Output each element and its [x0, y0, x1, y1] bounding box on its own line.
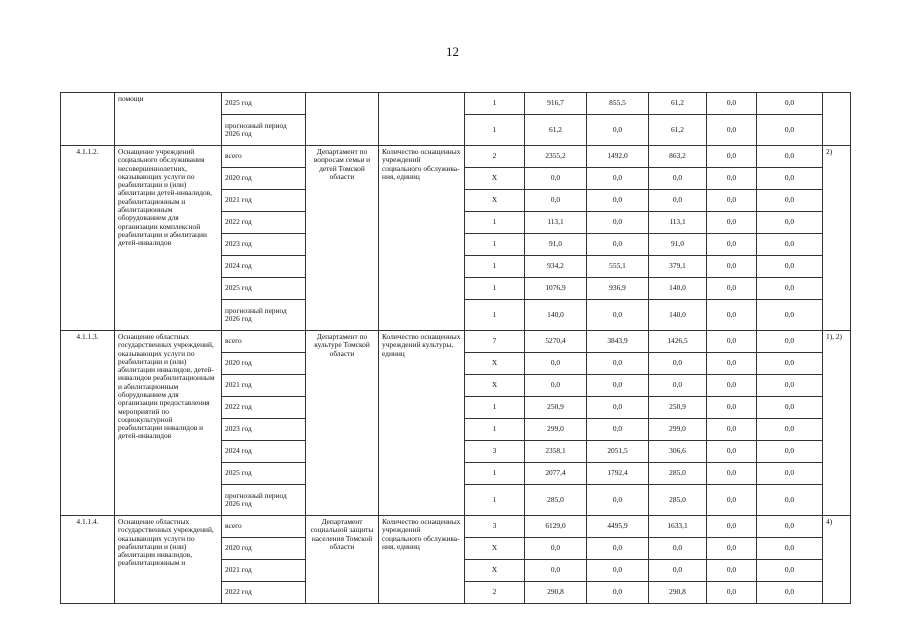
value-cell: 0,0 — [649, 353, 707, 375]
value-cell: 855,5 — [587, 93, 649, 115]
value-cell: 0,0 — [707, 485, 757, 516]
year-cell: всего — [222, 516, 306, 538]
value-cell: 0,0 — [587, 234, 649, 256]
value-cell: 0,0 — [757, 538, 823, 560]
executor-cell: Департамент социальной защиты населения Томской области — [306, 516, 379, 604]
value-cell: 0,0 — [707, 538, 757, 560]
value-cell: Х — [465, 375, 525, 397]
value-cell: 0,0 — [707, 256, 757, 278]
value-cell: 0,0 — [707, 278, 757, 300]
value-cell: 0,0 — [707, 234, 757, 256]
value-cell: 2051,5 — [587, 441, 649, 463]
value-cell: 0,0 — [757, 516, 823, 538]
value-cell: 250,9 — [649, 397, 707, 419]
value-cell: 5270,4 — [525, 331, 587, 353]
value-cell: 1792,4 — [587, 463, 649, 485]
value-cell: 61,2 — [525, 115, 587, 146]
value-cell: Х — [465, 353, 525, 375]
value-cell: 140,0 — [525, 300, 587, 331]
value-cell: 936,9 — [587, 278, 649, 300]
note-cell: 1), 2) — [823, 331, 851, 516]
value-cell: 91,0 — [525, 234, 587, 256]
table-row — [61, 93, 851, 115]
note-cell: 4) — [823, 516, 851, 604]
year-cell: 2025 год — [222, 278, 306, 300]
measure-code-cell: 4.1.1.4. — [61, 516, 115, 604]
year-cell: 2023 год — [222, 419, 306, 441]
value-cell: 0,0 — [587, 168, 649, 190]
value-cell: 1 — [465, 397, 525, 419]
indicator-cell — [379, 93, 465, 146]
value-cell: 0,0 — [587, 353, 649, 375]
value-cell: 113,1 — [649, 212, 707, 234]
year-cell: 2025 год — [222, 463, 306, 485]
year-cell: 2025 год — [222, 93, 306, 115]
value-cell: 61,2 — [649, 115, 707, 146]
value-cell: 0,0 — [757, 300, 823, 331]
value-cell: 3 — [465, 441, 525, 463]
value-cell: 0,0 — [587, 375, 649, 397]
value-cell: 299,0 — [525, 419, 587, 441]
indicator-cell: Количество оснащенных учреждений культуры, единиц — [379, 331, 465, 516]
table-body — [61, 93, 851, 604]
table-row — [61, 516, 851, 538]
value-cell: 379,1 — [649, 256, 707, 278]
value-cell: 7 — [465, 331, 525, 353]
value-cell: 0,0 — [649, 560, 707, 582]
year-cell: всего — [222, 331, 306, 353]
year-cell: 2021 год — [222, 375, 306, 397]
year-cell: 2024 год — [222, 441, 306, 463]
value-cell: 555,1 — [587, 256, 649, 278]
value-cell: 2 — [465, 146, 525, 168]
year-cell: 2021 год — [222, 190, 306, 212]
value-cell: 916,7 — [525, 93, 587, 115]
value-cell: 0,0 — [757, 397, 823, 419]
value-cell: 3 — [465, 516, 525, 538]
value-cell: 1 — [465, 212, 525, 234]
value-cell: 0,0 — [707, 560, 757, 582]
value-cell: 0,0 — [587, 115, 649, 146]
value-cell: 863,2 — [649, 146, 707, 168]
value-cell: 2 — [465, 582, 525, 604]
budget-table — [60, 92, 851, 604]
value-cell: 0,0 — [757, 582, 823, 604]
year-cell: 2020 год — [222, 168, 306, 190]
value-cell: 0,0 — [757, 463, 823, 485]
value-cell: 0,0 — [587, 190, 649, 212]
value-cell: 0,0 — [757, 485, 823, 516]
value-cell: 0,0 — [587, 538, 649, 560]
value-cell: 0,0 — [525, 538, 587, 560]
value-cell: 0,0 — [649, 190, 707, 212]
value-cell: 4495,9 — [587, 516, 649, 538]
year-cell: 2023 год — [222, 234, 306, 256]
note-cell: 2) — [823, 146, 851, 331]
executor-cell — [306, 93, 379, 146]
value-cell: 0,0 — [757, 93, 823, 115]
value-cell: 140,0 — [649, 278, 707, 300]
value-cell: 1076,9 — [525, 278, 587, 300]
value-cell: 1 — [465, 234, 525, 256]
value-cell: 1 — [465, 93, 525, 115]
value-cell: 0,0 — [707, 397, 757, 419]
value-cell: 1 — [465, 485, 525, 516]
year-cell: прогнозный период 2026 год — [222, 115, 306, 146]
measure-name-cell: помощи — [115, 93, 222, 146]
value-cell: 1 — [465, 278, 525, 300]
value-cell: 0,0 — [757, 146, 823, 168]
value-cell: 0,0 — [707, 463, 757, 485]
year-cell: прогнозный период 2026 год — [222, 300, 306, 331]
value-cell: 0,0 — [707, 331, 757, 353]
value-cell: 0,0 — [757, 353, 823, 375]
measure-code-cell: 4.1.1.3. — [61, 331, 115, 516]
value-cell: 2358,1 — [525, 441, 587, 463]
value-cell: 0,0 — [587, 300, 649, 331]
executor-cell: Департамент по культуре Томской области — [306, 331, 379, 516]
table-row — [61, 331, 851, 353]
value-cell: 0,0 — [587, 560, 649, 582]
value-cell: 0,0 — [757, 375, 823, 397]
value-cell: 0,0 — [587, 397, 649, 419]
value-cell: 290,8 — [649, 582, 707, 604]
year-cell: 2021 год — [222, 560, 306, 582]
value-cell: 140,0 — [649, 300, 707, 331]
value-cell: 0,0 — [707, 212, 757, 234]
year-cell: 2024 год — [222, 256, 306, 278]
year-cell: 2022 год — [222, 397, 306, 419]
value-cell: 0,0 — [707, 93, 757, 115]
value-cell: 285,0 — [649, 485, 707, 516]
indicator-cell: Количество оснащенных учреждений социального обслужива-ния, единиц — [379, 146, 465, 331]
value-cell: 2355,2 — [525, 146, 587, 168]
value-cell: 0,0 — [757, 256, 823, 278]
executor-cell: Департамент по вопросам семьи и детей Томской области — [306, 146, 379, 331]
value-cell: 0,0 — [757, 168, 823, 190]
value-cell: 1 — [465, 463, 525, 485]
value-cell: 1 — [465, 115, 525, 146]
value-cell: 0,0 — [757, 441, 823, 463]
value-cell: Х — [465, 538, 525, 560]
page-number: 12 — [446, 44, 459, 59]
value-cell: 1492,0 — [587, 146, 649, 168]
value-cell: 0,0 — [757, 278, 823, 300]
value-cell: 2077,4 — [525, 463, 587, 485]
year-cell: 2020 год — [222, 353, 306, 375]
value-cell: 113,1 — [525, 212, 587, 234]
indicator-cell: Количество оснащенных учреждений социального обслужива-ния, единиц — [379, 516, 465, 604]
value-cell: 0,0 — [707, 190, 757, 212]
value-cell: 0,0 — [707, 168, 757, 190]
year-cell: всего — [222, 146, 306, 168]
value-cell: 0,0 — [757, 331, 823, 353]
value-cell: 0,0 — [649, 375, 707, 397]
value-cell: 290,8 — [525, 582, 587, 604]
measure-code-cell: 4.1.1.2. — [61, 146, 115, 331]
measure-name-cell: Оснащение областных государственных учреждений, оказывающих услуги по реабилитации и (или) абилитации инвалидов, детей-инвалидов реабилитационным и абилитационным оборудованием для организации предоставления мероприятий по социокультурной реабилитации инвалидов и детей-инвалидов — [115, 331, 222, 516]
value-cell: 0,0 — [587, 582, 649, 604]
value-cell: 61,2 — [649, 93, 707, 115]
value-cell: Х — [465, 168, 525, 190]
value-cell: 0,0 — [757, 234, 823, 256]
code-cell — [61, 93, 115, 146]
year-cell: 2020 год — [222, 538, 306, 560]
value-cell: 250,9 — [525, 397, 587, 419]
value-cell: 0,0 — [649, 538, 707, 560]
measure-name-cell: Оснащение учреждений социального обслуживания несовершеннолетних, оказывающих услуги по реабилитации и (или) абилитации детей-инвалидов, реабилитационным и абилитационным оборудованием для организации комплексной реабилитации и абилитации детей-инвалидов — [115, 146, 222, 331]
value-cell: 0,0 — [587, 419, 649, 441]
value-cell: 0,0 — [757, 190, 823, 212]
value-cell: 1 — [465, 256, 525, 278]
value-cell: Х — [465, 190, 525, 212]
value-cell: 91,0 — [649, 234, 707, 256]
value-cell: 0,0 — [757, 560, 823, 582]
value-cell: 0,0 — [707, 375, 757, 397]
value-cell: 0,0 — [525, 375, 587, 397]
value-cell: 0,0 — [707, 115, 757, 146]
value-cell: 0,0 — [707, 582, 757, 604]
value-cell: 0,0 — [707, 353, 757, 375]
value-cell: 0,0 — [757, 212, 823, 234]
value-cell: 0,0 — [649, 168, 707, 190]
year-cell: 2022 год — [222, 212, 306, 234]
value-cell: 299,0 — [649, 419, 707, 441]
value-cell: Х — [465, 560, 525, 582]
value-cell: 0,0 — [757, 115, 823, 146]
value-cell: 0,0 — [707, 146, 757, 168]
note-cell — [823, 93, 851, 146]
value-cell: 0,0 — [707, 419, 757, 441]
year-cell: 2022 год — [222, 582, 306, 604]
value-cell: 0,0 — [587, 485, 649, 516]
value-cell: 0,0 — [525, 168, 587, 190]
value-cell: 934,2 — [525, 256, 587, 278]
value-cell: 0,0 — [707, 516, 757, 538]
value-cell: 0,0 — [525, 190, 587, 212]
value-cell: 6129,0 — [525, 516, 587, 538]
value-cell: 1 — [465, 300, 525, 331]
year-cell: прогнозный период 2026 год — [222, 485, 306, 516]
table-row — [61, 146, 851, 168]
value-cell: 0,0 — [525, 560, 587, 582]
value-cell: 0,0 — [707, 300, 757, 331]
value-cell: 1 — [465, 419, 525, 441]
value-cell: 1633,1 — [649, 516, 707, 538]
value-cell: 0,0 — [707, 441, 757, 463]
value-cell: 0,0 — [525, 353, 587, 375]
value-cell: 285,0 — [649, 463, 707, 485]
value-cell: 3843,9 — [587, 331, 649, 353]
value-cell: 1426,5 — [649, 331, 707, 353]
value-cell: 0,0 — [757, 419, 823, 441]
measure-name-cell: Оснащение областных государственных учреждений, оказывающих услуги по реабилитации и (или) абилитации инвалидов, реабилитационным и — [115, 516, 222, 604]
value-cell: 0,0 — [587, 212, 649, 234]
value-cell: 306,6 — [649, 441, 707, 463]
value-cell: 285,0 — [525, 485, 587, 516]
